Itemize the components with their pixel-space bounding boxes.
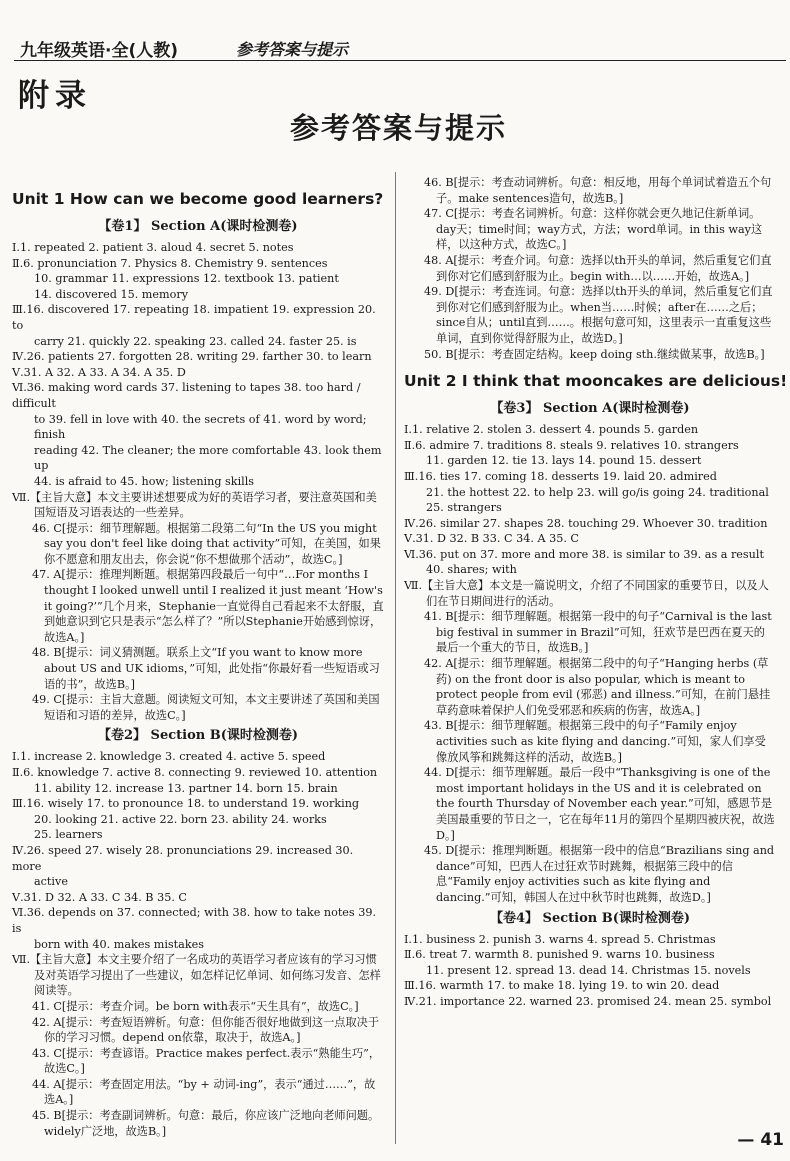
answer-explanation: 49. C[提示：主旨大意题。阅读短文可知，本文主要讲述了英国和美国短语和习语的差异，故选C。] <box>32 693 380 722</box>
answer-line: 21. the hottest 22. to help 23. will go/is going 24. traditional <box>426 485 769 499</box>
answer-explanation: 44. A[提示：考查固定用法。“by + 动词-ing”，表示“通过……”，故选A。] <box>32 1077 376 1107</box>
answer-explanation: 47. C[提示：考查名词辨析。句意：这样你就会更久地记住新单词。day天；time时间；way方式，方法；word单词。in this way这样，以这种方式，故选C。] <box>424 207 763 252</box>
answer-explanation: 42. A[提示：细节理解题。根据第二段中的句子“Hanging herbs (草药) on the front door is also popular, which is meant to protect people from evil (邪恶) and illness.”可知，在前门悬挂草药意味着保护人们免受邪恶和疾病的伤害，故选A。] <box>424 657 771 717</box>
answer-explanation: 43. B[提示：细节理解题。根据第三段中的句子“Family enjoy activities such as kite flying and dancing.”可知，家人们享受像放风筝和跳舞这样的活动，故选B。] <box>424 719 766 764</box>
running-header <box>14 36 786 61</box>
answer-line: Ⅰ.1. business 2. punish 3. warns 4. spread 5. Christmas <box>404 932 716 946</box>
column-divider <box>395 172 396 1144</box>
answer-line: Ⅵ.36. put on 37. more and more 38. is similar to 39. as a result <box>404 547 764 561</box>
answer-explanation: 44. D[提示：细节理解题。最后一段中“Thanksgiving is one of the most important holidays in the US and it is celebrated on the fourth Thursday of November each year.”可知，感恩节是美国最重要的节日之一，它在每年11月的第四个星期四被庆祝，故选D。] <box>424 766 775 842</box>
answer-explanation: 41. C[提示：考查介词。be born with表示“天生具有”，故选C。] <box>32 999 359 1013</box>
answer-line: Ⅵ.36. making word cards 37. listening to tapes 38. too hard / difficult <box>12 381 361 410</box>
answer-line: 20. looking 21. active 22. born 23. ability 24. works <box>34 812 327 826</box>
answer-line: Ⅳ.21. importance 22. warned 23. promised 24. mean 25. symbol <box>404 994 772 1008</box>
answer-line: 40. shares; with <box>426 563 517 577</box>
answer-line: born with 40. makes mistakes <box>34 937 204 951</box>
answer-line: reading 42. The cleaner; the more comfortable 43. look them up <box>34 443 382 473</box>
passage-summary: Ⅶ.【主旨大意】本文主要讲述想要成为好的英语学习者，要注意英国和美国短语及习语表达的一些差异。 <box>12 490 377 520</box>
answer-line: 14. discovered 15. memory <box>34 287 189 301</box>
answer-line: Ⅵ.36. depends on 37. connected; with 38. how to take notes 39. is <box>12 906 377 935</box>
answer-line: 25. strangers <box>426 501 502 515</box>
answer-line: Ⅰ.1. increase 2. knowledge 3. created 4. active 5. speed <box>12 750 326 764</box>
answer-explanation: 45. D[提示：推理判断题。根据第一段中的信息“Brazilians sing and dance”可知，巴西人在过狂欢节时跳舞，根据第三段中的信息“Family enjoy activities such as kite flying and dancing.”可知，韩国人在过中秋节时也跳舞，故选D。] <box>424 844 775 904</box>
section-heading: 【卷1】 Section A(课时检测卷) <box>98 219 298 234</box>
answer-line: Ⅳ.26. patients 27. forgotten 28. writing 29. farther 30. to learn <box>12 350 372 364</box>
book-title: 九年级英语·全(人教) <box>20 41 178 61</box>
answer-line: 11. ability 12. increase 13. partner 14. born 15. brain <box>34 781 338 795</box>
section-heading: 【卷4】 Section B(课时检测卷) <box>489 910 691 926</box>
answer-line: 10. grammar 11. expressions 12. textbook 13. patient <box>34 272 339 286</box>
answer-line: carry 21. quickly 22. speaking 23. called 24. faster 25. is <box>34 334 357 348</box>
answer-line: Ⅰ.1. repeated 2. patient 3. aloud 4. secret 5. notes <box>12 241 294 254</box>
answer-line: Ⅲ.16. wisely 17. to pronounce 18. to understand 19. working <box>12 797 360 811</box>
right-column <box>404 175 788 1010</box>
unit-heading: Unit 2 I think that mooncakes are delicious! <box>404 372 788 391</box>
answer-line: 11. present 12. spread 13. dead 14. Christmas 15. novels <box>426 963 751 977</box>
section-heading: 【卷3】 Section A(课时检测卷) <box>490 401 690 417</box>
answer-line: Ⅲ.16. discovered 17. repeating 18. impatient 19. expression 20. to <box>12 303 376 332</box>
page-title: 参考答案与提示 <box>290 111 508 145</box>
answer-line: Ⅲ.16. warmth 17. to make 18. lying 19. to win 20. dead <box>404 979 720 993</box>
answer-line: Ⅱ.6. pronunciation 7. Physics 8. Chemistry 9. sentences <box>12 256 328 270</box>
answer-line: to 39. fell in love with 40. the secrets of 41. word by word; finish <box>34 412 367 442</box>
answer-line: Ⅳ.26. speed 27. wisely 28. pronunciations 29. increased 30. more <box>12 843 354 873</box>
left-column <box>12 180 384 1139</box>
answer-line: Ⅴ.31. A 32. A 33. A 34. A 35. D <box>12 365 186 379</box>
answer-line: Ⅱ.6. treat 7. warmth 8. punished 9. warns 10. business <box>404 948 715 962</box>
answer-explanation: 47. A[提示：推理判断题。根据第四段最后一句中“…For months I thought I looked unwell until I realized it just meant ‘How's it going?’”几个月来，Stephanie一直觉得自己看起来不太舒服，直到她意识到它只是表示“怎么样了？”所以Stephanie开始感到惊讶，故选A。] <box>32 568 384 644</box>
answer-explanation: 46. C[提示：细节理解题。根据第二段第二句“In the US you might say you don't feel like doing that activity”可知，在美国，如果你不愿意和朋友出去，你会说“你不想做那个活动”，故选C。] <box>32 521 381 566</box>
answer-explanation: 46. B[提示：考查动词辨析。句意：相反地，用每个单词试着造五个句子。make sentences造句，故选B。] <box>424 176 772 205</box>
answer-explanation: 41. B[提示：细节理解题。根据第一段中的句子“Carnival is the last big festival in summer in Brazil”可知，狂欢节是巴西在夏天的最后一个重大的节日，故选B。] <box>424 610 772 655</box>
answer-explanation: 50. B[提示：考查固定结构。keep doing sth.继续做某事，故选B。] <box>424 347 765 361</box>
answer-explanation: 49. D[提示：考查连词。句意：选择以th开头的单词，然后重复它们直到你对它们感到舒服为止。when当……时候；after在……之后；since自从；until直到……。根据句意可知，这里表示一直重复这些单词，直到你觉得舒服为止，故选D。] <box>424 285 773 345</box>
answer-explanation: 48. A[提示：考查介词。句意：选择以th开头的单词，然后重复它们直到你对它们感到舒服为止。begin with…以……开始，故选A。] <box>424 253 772 283</box>
section-heading: 【卷2】 Section B(课时检测卷) <box>97 728 299 744</box>
page-number: — 41 <box>737 1130 784 1150</box>
answer-line: Ⅱ.6. knowledge 7. active 8. connecting 9. reviewed 10. attention <box>12 766 378 779</box>
answer-explanation: 42. A[提示：考查短语辨析。句意：但你能否很好地做到这一点取决于你的学习习惯。depend on依靠，取决于，故选A。] <box>32 1015 380 1045</box>
unit-heading: Unit 1 How can we become good learners? <box>12 190 384 208</box>
appendix-heading: 附录 <box>18 78 92 114</box>
answer-line: Ⅰ.1. relative 2. stolen 3. dessert 4. pounds 5. garden <box>404 423 699 437</box>
answer-line: 25. learners <box>34 828 103 842</box>
answer-line: Ⅲ.16. ties 17. coming 18. desserts 19. laid 20. admired <box>404 469 717 483</box>
header-section-title: 参考答案与提示 <box>236 40 349 59</box>
answer-line: 44. is afraid to 45. how; listening skills <box>34 474 255 488</box>
answer-line: 11. garden 12. tie 13. lays 14. pound 15. dessert <box>426 454 702 468</box>
answer-explanation: 48. B[提示：词义猜测题。联系上文“If you want to know more about US and UK idioms，”可知，此处指“你最好看一些短语或习语的书”，故选B。] <box>32 646 380 691</box>
passage-summary: Ⅶ.【主旨大意】本文是一篇说明文，介绍了不同国家的重要节日，以及人们在节日期间进行的活动。 <box>404 579 769 608</box>
answer-line: Ⅴ.31. D 32. B 33. C 34. A 35. C <box>404 532 579 546</box>
answer-line: active <box>34 875 68 889</box>
passage-summary: Ⅶ.【主旨大意】本文主要介绍了一名成功的英语学习者应该有的学习习惯及对英语学习提出了一些建议，如怎样记忆单词、如何练习发音、怎样阅读等。 <box>12 953 381 998</box>
answer-line: Ⅱ.6. admire 7. traditions 8. steals 9. relatives 10. strangers <box>404 438 739 452</box>
answer-line: Ⅳ.26. similar 27. shapes 28. touching 29. Whoever 30. tradition <box>404 516 768 530</box>
answer-line: Ⅴ.31. D 32. A 33. C 34. B 35. C <box>12 890 187 904</box>
answer-explanation: 43. C[提示：考查谚语。Practice makes perfect.表示“熟能生巧”，故选C。] <box>32 1046 381 1076</box>
answer-explanation: 45. B[提示：考查副词辨析。句意：最后，你应该广泛地向老师问题。widely广泛地，故选B。] <box>32 1109 380 1138</box>
